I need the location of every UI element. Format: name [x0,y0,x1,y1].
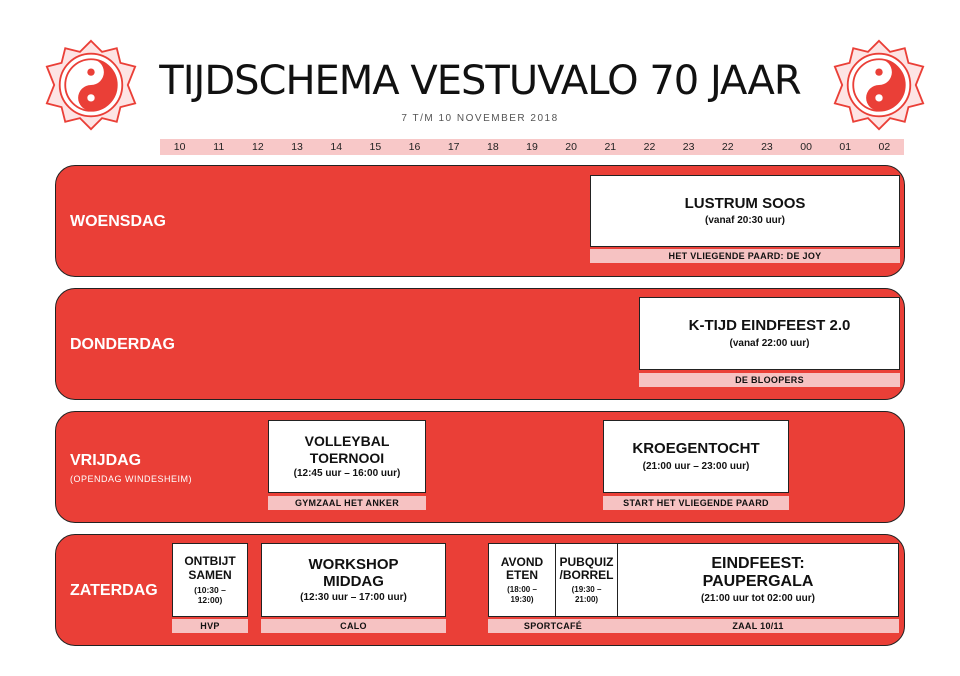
hour-label: 11 [213,141,225,153]
hour-label: 19 [526,141,538,153]
event-location: GYMZAAL HET ANKER [268,496,426,510]
hour-label: 14 [330,141,343,153]
event-location: HVP [172,619,248,633]
event-location: ZAAL 10/11 [617,619,899,633]
event-time: (21:00 uur – 23:00 uur) [642,460,750,472]
event-title-line2: MIDDAG [323,573,384,590]
event-title-line2: /BORREL [559,568,614,583]
event-time-line1: (19:30 – [571,585,602,595]
day-label: ZATERDAG [70,582,158,599]
event-time: (vanaf 20:30 uur) [704,215,786,227]
event-title: KROEGENTOCHT [632,440,760,458]
day-label: WOENSDAG [70,213,166,230]
day-label: VRIJDAG [70,452,142,469]
event-time-line2: 12:00) [197,594,223,605]
hour-label: 23 [761,141,773,153]
hour-label: 22 [643,141,656,153]
event-title-line1: EINDFEEST: [711,554,805,572]
hour-label: 15 [369,141,382,153]
hour-label: 01 [839,141,852,153]
hour-ruler [160,139,904,155]
event-title-line1: WORKSHOP [308,555,399,573]
event-title-line2: SAMEN [188,567,232,582]
hour-label: 00 [800,141,812,153]
page-title: TIJDSCHEMA VESTUVALO 70 JAAR [159,58,801,104]
hour-label: 22 [721,141,734,153]
hour-label: 02 [878,141,891,153]
event-title-line1: VOLLEYBAL [304,433,390,450]
hour-label: 10 [173,141,186,153]
event-location: SPORTCAFÉ [488,619,618,633]
hour-label: 18 [486,141,499,153]
hour-label: 20 [565,141,577,153]
hour-label: 21 [604,141,617,153]
hour-label: 13 [291,141,303,153]
event-title-line1: AVOND [500,554,544,569]
event-title-line2: ETEN [505,568,538,583]
yin-yang-logo-left [45,39,137,131]
event-kroegentocht [603,420,789,493]
event-time-line1: (18:00 – [507,585,537,595]
event-location: HET VLIEGENDE PAARD: DE JOY [590,249,900,263]
event-volleybal-toernooi [268,420,426,493]
event-time-line1: (10:30 – [194,584,226,595]
day-sublabel: (OPENDAG WINDESHEIM) [70,474,193,484]
event-time-line2: 21:00) [574,594,599,604]
event-workshop-middag [261,543,446,617]
event-time: (12:30 uur – 17:00 uur) [300,592,407,604]
event-title-line2: TOERNOOI [309,449,385,466]
hour-label: 12 [252,141,264,153]
event-time: (12:45 uur – 16:00 uur) [293,467,401,479]
event-title: LUSTRUM SOOS [684,194,806,212]
event-title-line2: PAUPERGALA [702,573,814,590]
hour-label: 16 [408,141,421,153]
event-title: K-TIJD EINDFEEST 2.0 [688,317,851,335]
event-ontbijt-samen [172,543,248,617]
event-time-line2: 19:30) [510,594,534,604]
event-eindfeest-paupergala [617,543,899,617]
hour-label: 17 [447,141,460,153]
event-time: (21:00 uur tot 02:00 uur) [701,593,815,605]
event-title-line1: PUBQUIZ [559,554,614,569]
day-label: DONDERDAG [70,336,175,353]
event-location: DE BLOOPERS [639,373,900,387]
event-title-line1: ONTBIJT [184,554,236,569]
event-location: START HET VLIEGENDE PAARD [603,496,789,510]
hour-label: 23 [682,141,695,153]
event-pubquiz-borrel [555,543,618,617]
event-lustrum-soos [590,175,900,247]
event-time: (vanaf 22:00 uur) [729,337,810,349]
page-subtitle: 7 T/M 10 NOVEMBER 2018 [401,113,559,124]
event-location: CALO [261,619,446,633]
yin-yang-logo-right [833,39,925,131]
event-avond-eten [488,543,556,617]
event-ktijd-eindfeest [639,297,900,370]
